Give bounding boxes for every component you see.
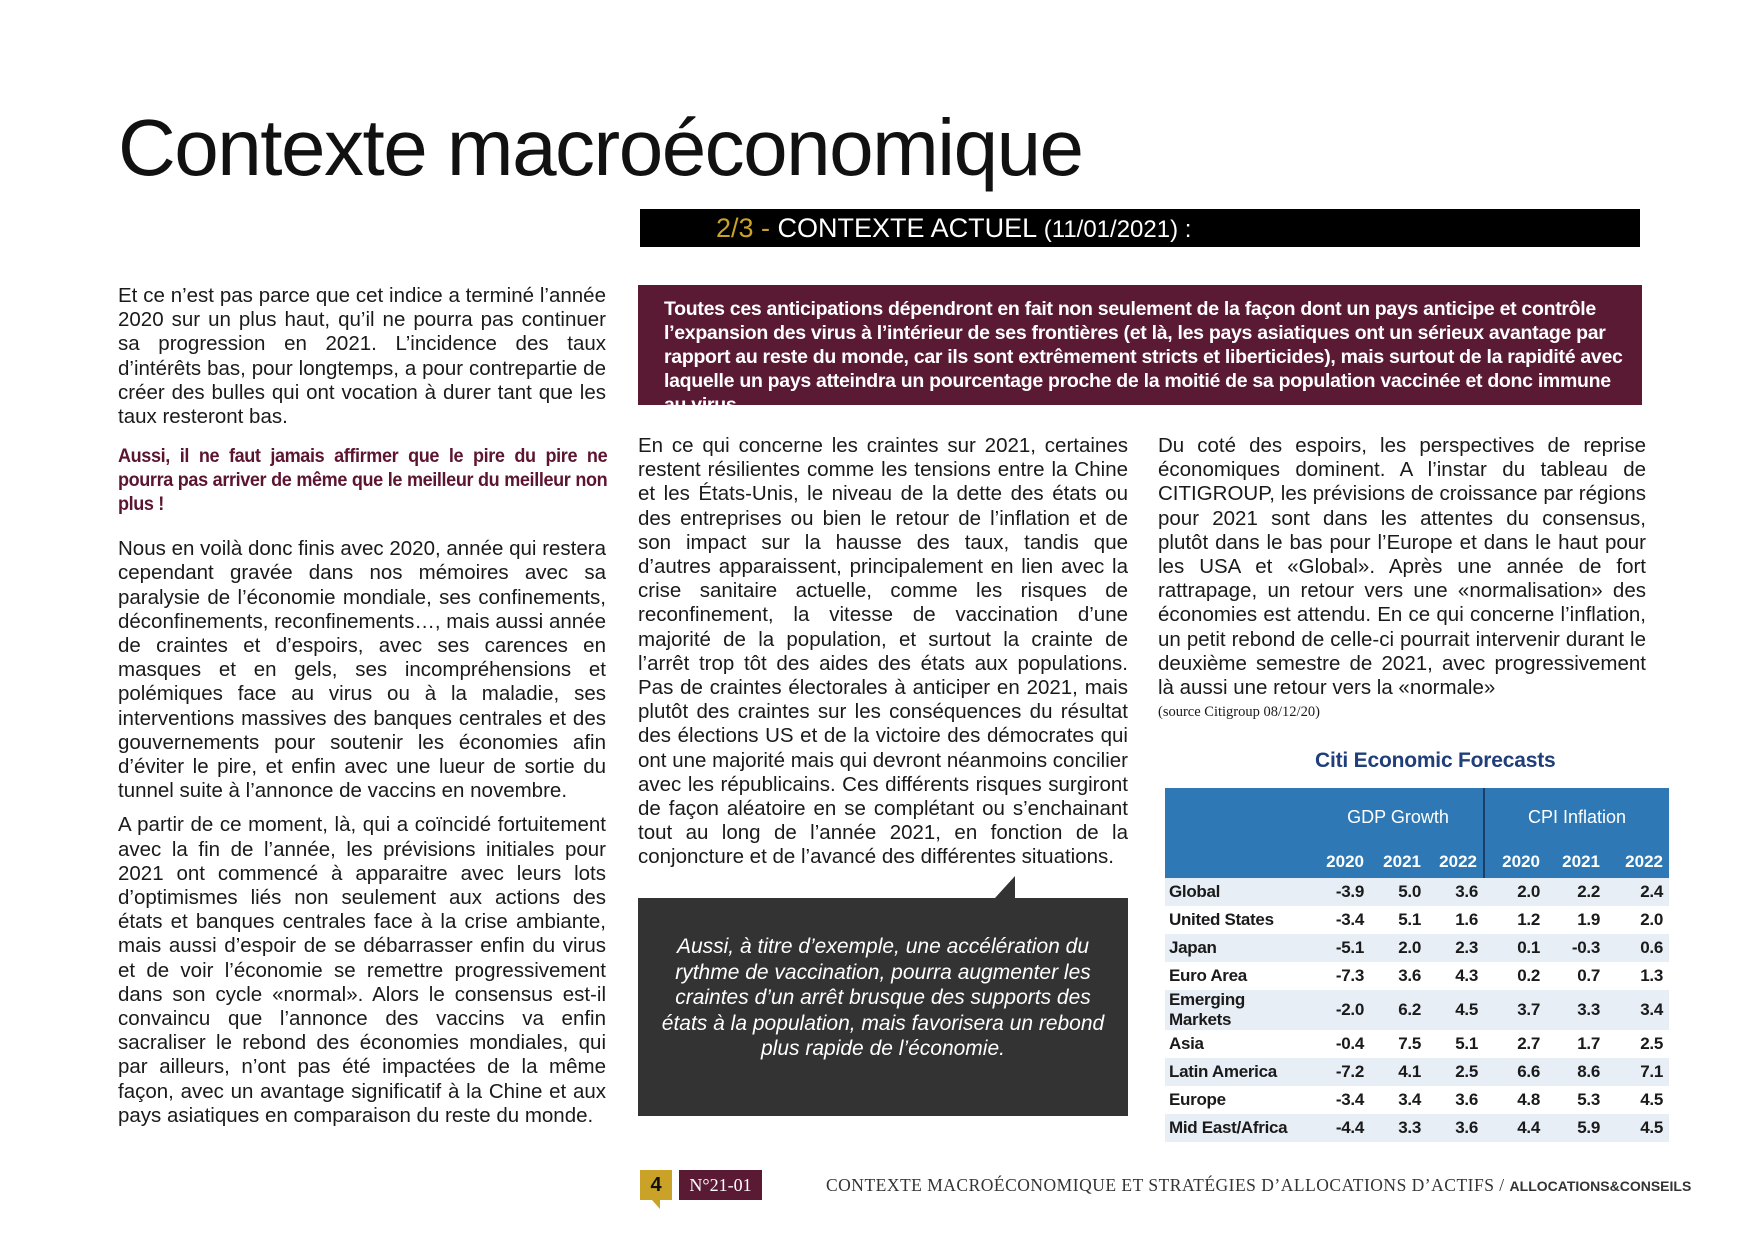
forecast-value: 0.7: [1577, 966, 1600, 985]
forecast-value: 5.1: [1455, 1034, 1478, 1053]
quote-box: Aussi, à titre d’exemple, une accélération du rythme de vaccination, pourra augmenter les craintes d’un arrêt brusque des supports des états à la population, mais favorisera un rebond plus rapide de l’économie.: [638, 898, 1128, 1116]
forecast-value: 1.9: [1577, 910, 1600, 929]
region-label: Euro Area: [1169, 966, 1247, 985]
table-row: [1165, 1030, 1669, 1058]
right-column: [1158, 434, 1646, 724]
forecast-value: 2.2: [1546, 878, 1606, 906]
forecast-value: 1.3: [1640, 966, 1663, 985]
forecast-value: 7.5: [1398, 1034, 1421, 1053]
table-row: [1165, 934, 1669, 962]
forecast-value: 3.4: [1398, 1090, 1421, 1109]
region-label: Europe: [1169, 1090, 1226, 1109]
forecast-group-header-row: [1165, 788, 1669, 846]
source-note: (source Citigroup 08/12/20): [1158, 704, 1320, 721]
forecast-value: 4.3: [1455, 966, 1478, 985]
section-label: CONTEXTE ACTUEL: [777, 213, 1038, 243]
year-header: 2021: [1370, 846, 1427, 878]
forecast-value: 6.2: [1370, 990, 1427, 1030]
middle-paragraph-1: En ce qui concerne les craintes sur 2021, certaines restent résilientes comme les tensions entre la Chine et les États-Unis, le niveau de la dette des états ou des entreprises ou bien le retour de l’inflation et de son impact sur la hausse des taux, tandis que d’autres apparaissent, principalement en lien avec la crise sanitaire actuelle, comme les risques de reconfinement, la vitesse de vaccination d’une majorité de la population, et surtout la crainte de l’arrêt trop tôt des aides des états aux populations. Pas de craintes électorales à anticiper en 2021, mais plutôt des craintes sur les conséquences du résultat des élections US et de la victoire des démocrates qui ont une majorité mais qui devront néanmoins concilier avec les républicains. Ces différents risques surgiront de façon aléatoire en se complétant ou s’enchainant tout au long de l’année 2021, en fonction de la conjoncture et de l’avancé des différentes situations.: [638, 434, 1128, 869]
section-header-bar: [640, 209, 1640, 247]
region-label: Latin America: [1165, 1058, 1313, 1086]
section-dash: -: [753, 213, 778, 243]
table-row: [1165, 1086, 1669, 1114]
forecast-value: 3.6: [1427, 1114, 1484, 1142]
forecast-value: -3.4: [1335, 1090, 1364, 1109]
forecast-value: -4.4: [1313, 1114, 1370, 1142]
forecast-value: 3.6: [1398, 966, 1421, 985]
issue-badge: N°21-01: [679, 1170, 762, 1200]
forecast-value: 4.5: [1640, 1090, 1663, 1109]
left-paragraph-3: A partir de ce moment, là, qui a coïncidé fortuitement avec la fin de l’année, les prévisions initiales pour 2021 ont commencé à apparaitre avec leurs lots d’optimismes liés non seulement aux actions des états et banques centrales face à la crise ambiante, mais aussi d’espoir de se débarrasser enfin du virus et de voir l’économie se remettre progressivement dans son cycle «normal». Alors le consensus est-il convaincu que l’annonce des vaccins va enfin sacraliser le rebond des économies mondiales, qui par ailleurs, n’ont pas été impactées de la même façon, avec un avantage significatif à la Chine et aux pays asiatiques en comparaison du reste du monde.: [118, 813, 606, 1127]
left-column: [118, 284, 606, 1144]
table-row: [1165, 1058, 1669, 1086]
forecast-value: 3.3: [1370, 1114, 1427, 1142]
header-spacer: [1165, 846, 1313, 878]
footer-publication-title: CONTEXTE MACROÉCONOMIQUE ET STRATÉGIES D’ALLOCATIONS D’ACTIFS /: [826, 1175, 1510, 1195]
forecast-value: 1.2: [1517, 910, 1540, 929]
table-row: [1165, 962, 1669, 990]
forecast-value: -5.1: [1313, 934, 1370, 962]
forecast-value: -0.3: [1546, 934, 1606, 962]
forecast-value: 3.3: [1546, 990, 1606, 1030]
table-row: [1165, 990, 1669, 1030]
forecast-value: 2.5: [1640, 1034, 1663, 1053]
region-label: Mid East/Africa: [1165, 1114, 1313, 1142]
page-number: 4: [640, 1170, 672, 1200]
forecast-value: 4.5: [1606, 1114, 1669, 1142]
forecast-value: 3.6: [1455, 1090, 1478, 1109]
page-number-pointer: [652, 1200, 660, 1209]
forecast-value: 6.6: [1484, 1058, 1546, 1086]
forecast-value: 1.6: [1455, 910, 1478, 929]
region-label: Emerging Markets: [1165, 990, 1313, 1030]
page-title: Contexte macroéconomique: [118, 103, 1083, 192]
section-date: (11/01/2021) :: [1037, 216, 1192, 243]
forecast-value: 2.0: [1484, 878, 1546, 906]
left-paragraph-2: Nous en voilà donc finis avec 2020, année qui restera cependant gravée dans nos mémoires avec sa paralysie de l’économie mondiale, ses confinements, déconfinements, reconfinements…, mais aussi année de craintes et d’espoirs, avec ses carences en masques et en gels, ses incompréhensions et polémiques face au virus ou à la maladie, ses interventions massives des banques centrales et des gouvernements pour soutenir les économies afin d’éviter le pire, et enfin avec une lueur de sortie du tunnel suite à l’annonce de vaccins en novembre.: [118, 537, 606, 803]
region-label: Japan: [1165, 934, 1313, 962]
forecast-value: 7.1: [1606, 1058, 1669, 1086]
left-paragraph-1: Et ce n’est pas parce que cet indice a terminé l’année 2020 sur un plus haut, qu’il ne pourra pas continuer sa progression en 2021. L’incidence des taux d’intérêts bas, pour longtemps, a pour contrepartie de créer des bulles qui ont vocation à durer tant que les taux resteront bas.: [118, 284, 606, 429]
forecast-value: -3.4: [1335, 910, 1364, 929]
forecast-value: 4.1: [1370, 1058, 1427, 1086]
footer-brand: ALLOCATIONS&CONSEILS: [1509, 1178, 1692, 1194]
forecast-value: 2.5: [1427, 1058, 1484, 1086]
forecast-value: -0.4: [1335, 1034, 1364, 1053]
header-spacer: [1165, 788, 1313, 846]
year-header: 2021: [1546, 846, 1606, 878]
region-label: Asia: [1169, 1034, 1204, 1053]
forecast-value: 2.4: [1606, 878, 1669, 906]
forecast-year-header-row: [1165, 846, 1669, 878]
forecast-value: -3.9: [1313, 878, 1370, 906]
forecast-value: 4.5: [1427, 990, 1484, 1030]
forecast-value: 0.6: [1606, 934, 1669, 962]
section-number: 2/3: [716, 213, 754, 243]
forecast-value: -7.3: [1335, 966, 1364, 985]
year-header: 2022: [1427, 846, 1484, 878]
forecast-value: 3.6: [1427, 878, 1484, 906]
forecast-table: [1165, 788, 1669, 1142]
forecast-value: 8.6: [1546, 1058, 1606, 1086]
forecast-value: 0.2: [1517, 966, 1540, 985]
emphasis-statement: Aussi, il ne faut jamais affirmer que le pire du pire ne pourra pas arriver de même que le meilleur du meilleur non plus !: [118, 446, 608, 516]
cpi-inflation-header: CPI Inflation: [1484, 788, 1669, 846]
year-header: 2020: [1484, 846, 1546, 878]
forecast-value: 2.3: [1427, 934, 1484, 962]
gdp-growth-header: GDP Growth: [1313, 788, 1484, 846]
forecast-value: 5.9: [1546, 1114, 1606, 1142]
forecast-value: 0.1: [1484, 934, 1546, 962]
forecast-table-body: [1165, 878, 1669, 1142]
forecast-value: 4.8: [1517, 1090, 1540, 1109]
forecast-value: 3.7: [1484, 990, 1546, 1030]
callout-box: Toutes ces anticipations dépendront en fait non seulement de la façon dont un pays anticipe et contrôle l’expansion des virus à l’intérieur de ses frontières (et là, les pays asiatiques ont un sérieux avantage par rapport au reste du monde, car ils sont extrêmement stricts et liberticides), mais surtout de la rapidité avec laquelle un pays atteindra un pourcentage proche de la moitié de sa population vaccinée et donc immune au virus.: [638, 285, 1642, 405]
region-label: Global: [1165, 878, 1313, 906]
forecast-value: 4.4: [1484, 1114, 1546, 1142]
table-row: [1165, 878, 1669, 906]
year-header: 2022: [1606, 846, 1669, 878]
table-row: [1165, 1114, 1669, 1142]
region-label: United States: [1169, 910, 1274, 929]
forecast-value: -7.2: [1313, 1058, 1370, 1086]
table-row: [1165, 906, 1669, 934]
forecast-value: 5.1: [1398, 910, 1421, 929]
forecast-value: 3.4: [1606, 990, 1669, 1030]
forecast-value: 2.0: [1640, 910, 1663, 929]
forecast-value: 5.0: [1370, 878, 1427, 906]
forecast-value: -2.0: [1313, 990, 1370, 1030]
year-header: 2020: [1313, 846, 1370, 878]
quote-pointer: [995, 876, 1015, 898]
forecast-table-title: Citi Economic Forecasts: [1315, 749, 1556, 772]
right-paragraph-1: Du coté des espoirs, les perspectives de reprise économiques dominent. A l’instar du tableau de CITIGROUP, les prévisions de croissance par régions pour 2021 sont dans les attentes du consensus, plutôt dans le bas pour l’Europe et dans le haut pour les USA et «Global». Après une année de fort rattrapage, un retour vers une «normalisation» des économies est attendu. En ce qui concerne l’inflation, un petit rebond de celle-ci pourrait intervenir durant le deuxième semestre de 2021, avec progressivement là aussi une retour vers la «normale»: [1158, 434, 1646, 700]
footer-text: [826, 1175, 1691, 1196]
forecast-value: 2.7: [1517, 1034, 1540, 1053]
middle-column: [638, 434, 1128, 886]
forecast-value: 2.0: [1370, 934, 1427, 962]
forecast-value: 1.7: [1577, 1034, 1600, 1053]
forecast-value: 5.3: [1577, 1090, 1600, 1109]
